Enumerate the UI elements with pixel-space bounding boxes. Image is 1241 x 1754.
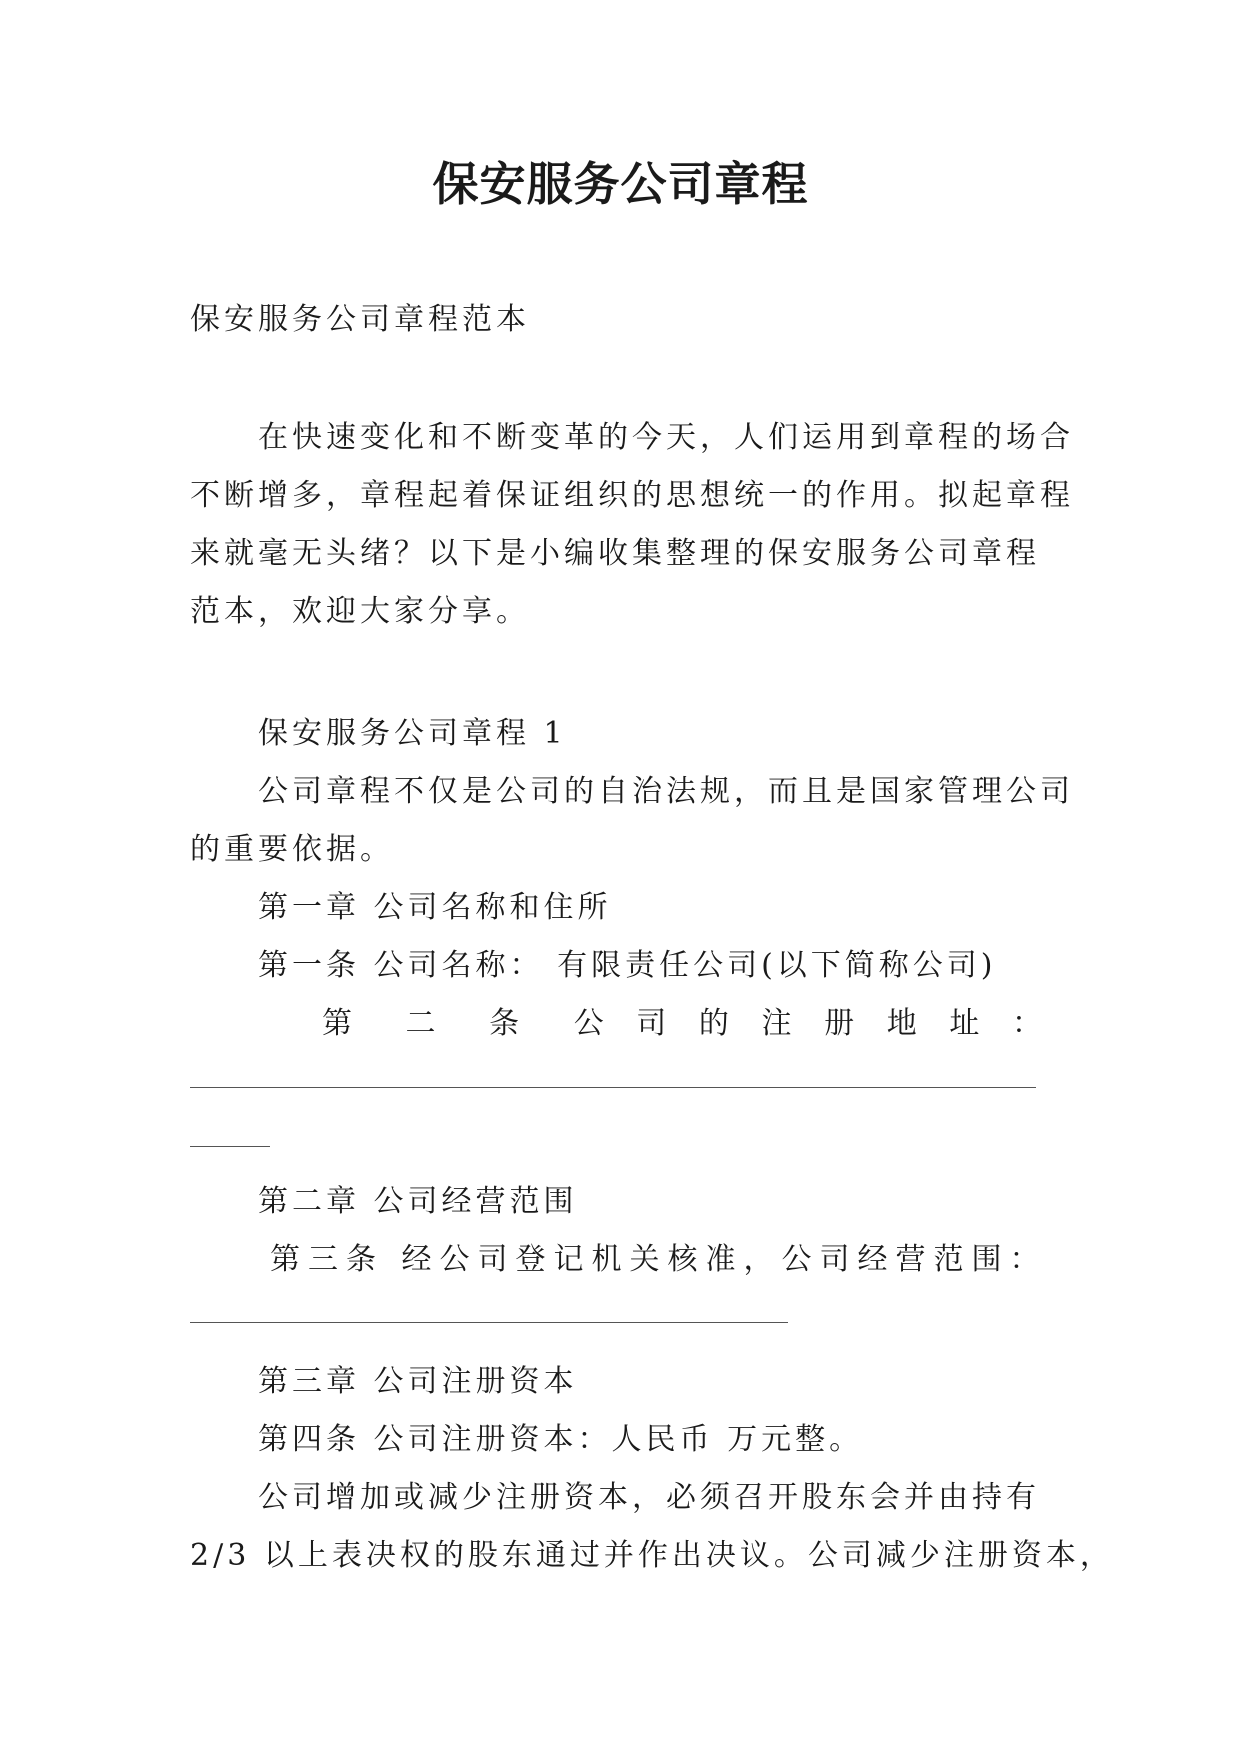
chapter-2-heading: 第二章 公司经营范围 [258,1184,578,1219]
article-2-char: ： [1011,1006,1042,1041]
intro-line-1: 在快速变化和不断变革的今天，人们运用到章程的场合 [258,420,1074,455]
document-subtitle: 保安服务公司章程范本 [190,302,530,337]
article-1: 第一条 公司名称： 有限责任公司(以下简称公司) [258,948,997,983]
article-2-char: 地 [886,1006,917,1041]
intro-line-2: 不断增多，章程起着保证组织的思想统一的作用。拟起章程 [190,478,1074,513]
fill-in-blank-line [190,1087,1036,1088]
document-title: 保安服务公司章程 [432,157,809,211]
article-4: 第四条 公司注册资本：人民币 万元整。 [258,1422,864,1457]
intro-line-4: 范本，欢迎大家分享。 [190,594,530,629]
article-2-char: 公 [573,1006,604,1041]
fill-in-blank-line [190,1146,270,1147]
article-2-char: 的 [698,1006,729,1041]
intro-line-3: 来就毫无头绪？以下是小编收集整理的保安服务公司章程 [190,536,1040,571]
capital-line-2: 2/3 以上表决权的股东通过并作出决议。公司减少注册资本， [190,1538,1114,1573]
capital-line-1: 公司增加或减少注册资本，必须召开股东会并由持有 [258,1480,1040,1515]
article-2-label: 第 二 条 [322,1006,542,1041]
chapter-3-heading: 第三章 公司注册资本 [258,1364,578,1399]
article-2-char: 司 [636,1006,667,1041]
article-2-char: 址 [949,1006,980,1041]
article-2-char: 注 [761,1006,792,1041]
lead-line-2: 的重要依据。 [190,832,394,867]
article-3: 第三条 经公司登记机关核准，公司经营范围： [270,1242,1048,1277]
lead-line-1: 公司章程不仅是公司的自治法规，而且是国家管理公司 [258,774,1074,809]
chapter-1-heading: 第一章 公司名称和住所 [258,890,612,925]
article-2-char: 册 [824,1006,855,1041]
article-2 [322,998,1042,1042]
section-heading: 保安服务公司章程 1 [258,716,567,751]
fill-in-blank-line [190,1322,788,1323]
